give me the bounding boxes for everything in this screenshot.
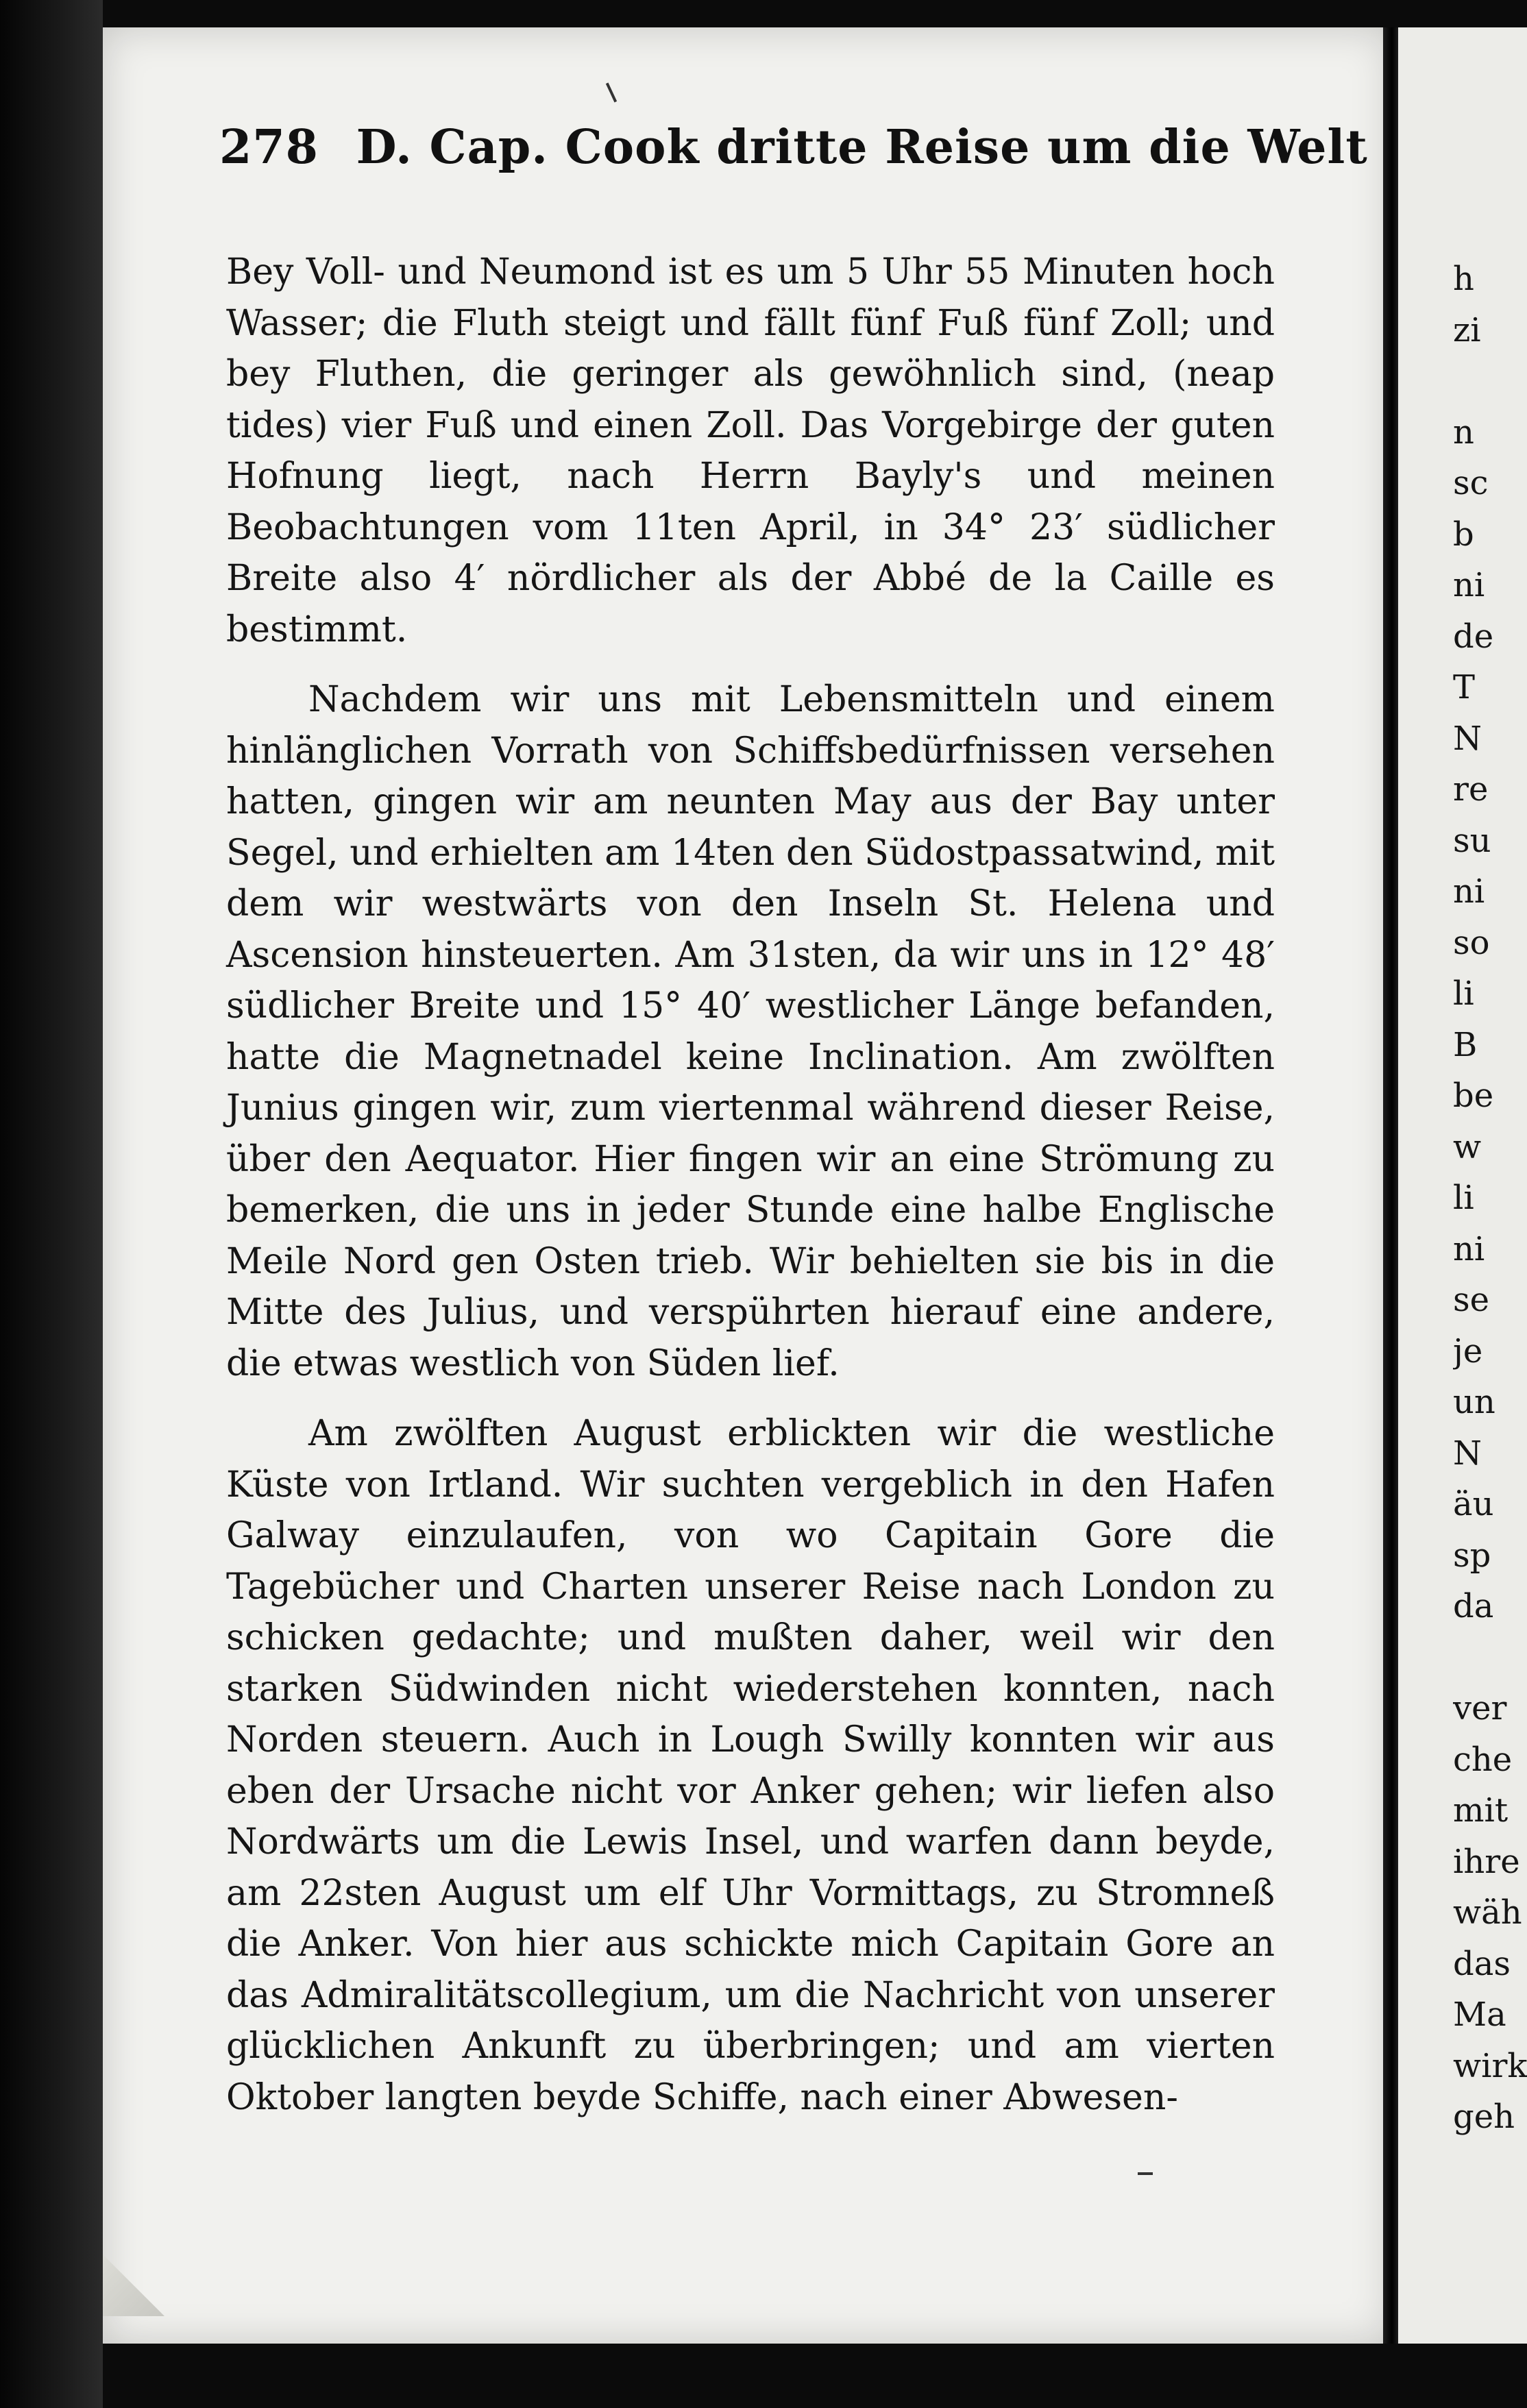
paragraph-3: Am zwölften August erblickten wir die westliche Küste von Irtland. Wir suchten vergeblich in den Hafen Galway einzulaufen, von wo Capitain Gore die Tagebücher und Charten unserer Reise nach London zu schicken gedachte; und mußten daher, weil wir den starken Südwinden nicht wiederstehen konnten, nach Norden steuern. Auch in Lough Swilly konnten wir aus eben der Ursache nicht vor Anker gehen; wir liefen also Nordwärts um die Lewis Insel, und warfen dann beyde, am 22sten August um elf Uhr Vormittags, zu Stromneß die Anker. Von hier aus schickte mich Capitain Gore an das Admiralitätscollegium, um die Nachricht von unserer glücklichen Ankunft zu überbringen; und am vierten Oktober langten beyde Schiffe, nach einer Abwesen- [226, 1413, 1275, 2118]
facing-page-line-fragment: wäh [1453, 1893, 1522, 1932]
facing-page-line-fragment: ni [1453, 566, 1485, 604]
facing-page-line-fragment: B [1453, 1025, 1478, 1064]
facing-page-line-fragment: n [1453, 413, 1474, 452]
facing-page-line-fragment: so [1453, 923, 1490, 962]
facing-page-text [1453, 254, 1527, 2143]
facing-page-line-fragment: geh [1453, 2098, 1515, 2136]
facing-page-top-fragments [1453, 254, 1527, 1632]
facing-page-line-fragment: b [1453, 515, 1474, 554]
facing-page-line-fragment: zi [1453, 310, 1481, 349]
facing-page-line-fragment: w [1453, 1127, 1482, 1166]
facing-page-bottom-fragments [1453, 1683, 1527, 2143]
paragraph-2: Nachdem wir uns mit Lebensmitteln und einem hinlänglichen Vorrath von Schiffsbedürfnissen versehen hatten, gingen wir am neunten May aus der Bay unter Segel, und erhielten am 14ten den Südostpassatwind, mit dem wir westwärts von den Inseln St. Helena und Ascension hinsteuerten. Am 31sten, da wir uns in 12° 48′ südlicher Breite und 15° 40′ westlicher Länge befanden, hatte die Magnetnadel keine Inclination. Am zwölften Junius gingen wir, zum viertenmal während dieser Reise, über den Aequator. Hier fingen wir an eine Strömung zu bemerken, die uns in jeder Stunde eine halbe Englische Meile Nord gen Osten trieb. Wir behielten sie bis in die Mitte des Julius, und verspührten hierauf eine andere, die etwas westlich von Süden lief. [226, 679, 1275, 1384]
page-body [226, 247, 1275, 2123]
facing-page-line-fragment: äu [1453, 1485, 1494, 1523]
facing-page-line-fragment: ni [1453, 872, 1485, 911]
facing-page-line-fragment: sc [1453, 464, 1489, 502]
facing-page-line-fragment: h [1453, 260, 1474, 298]
facing-page-line-fragment: N [1453, 719, 1482, 758]
facing-page-line-fragment: su [1453, 821, 1491, 860]
page-number: 278 [219, 120, 319, 175]
facing-page-line-fragment: li [1453, 1179, 1474, 1217]
facing-page-line-fragment: ihre [1453, 1842, 1520, 1881]
facing-page-line-fragment: das [1453, 1944, 1511, 1983]
facing-page-line-fragment: de [1453, 617, 1494, 656]
facing-page-line-fragment: be [1453, 1077, 1494, 1115]
paragraph-1: Bey Voll- und Neumond ist es um 5 Uhr 55 Minuten hoch Wasser; die Fluth steigt und fällt fünf Fuß fünf Zoll; und bey Fluthen, die geringer als gewöhnlich sind, (neap tides) vier Fuß und einen Zoll. Das Vorgebirge der guten Hofnung liegt, nach Herrn Bayly's und meinen Beobachtungen vom 11ten April, in 34° 23′ südlicher Breite also 4′ nördlicher als der Abbé de la Caille es bestimmt. [226, 251, 1275, 650]
facing-page-line-fragment: ver [1453, 1689, 1507, 1728]
facing-page-line-fragment: se [1453, 1281, 1490, 1319]
facing-page-line-fragment: li [1453, 974, 1474, 1013]
facing-page-gap [1453, 1632, 1527, 1684]
page-header [219, 120, 1368, 175]
facing-page-line-fragment: N [1453, 1434, 1482, 1473]
facing-page-line-fragment: je [1453, 1331, 1483, 1371]
scan-left-margin [0, 0, 103, 2408]
facing-page-line-fragment: re [1453, 770, 1489, 809]
facing-page-line-fragment: Ma [1453, 1995, 1506, 2034]
facing-page-line-fragment: ni [1453, 1229, 1485, 1268]
ink-mark [1138, 2172, 1153, 2175]
facing-page-line-fragment: sp [1453, 1536, 1491, 1575]
facing-page-line-fragment: da [1453, 1587, 1494, 1625]
facing-page-line-fragment: T [1453, 668, 1476, 707]
facing-page-line-fragment: che [1453, 1740, 1513, 1779]
running-title: D. Cap. Cook dritte Reise um die Welt [356, 120, 1368, 175]
facing-page-line-fragment: wirk [1453, 2046, 1527, 2085]
facing-page-line-fragment: mit [1453, 1791, 1508, 1830]
facing-page-line-fragment [1453, 356, 1527, 407]
facing-page-line-fragment: un [1453, 1383, 1495, 1421]
